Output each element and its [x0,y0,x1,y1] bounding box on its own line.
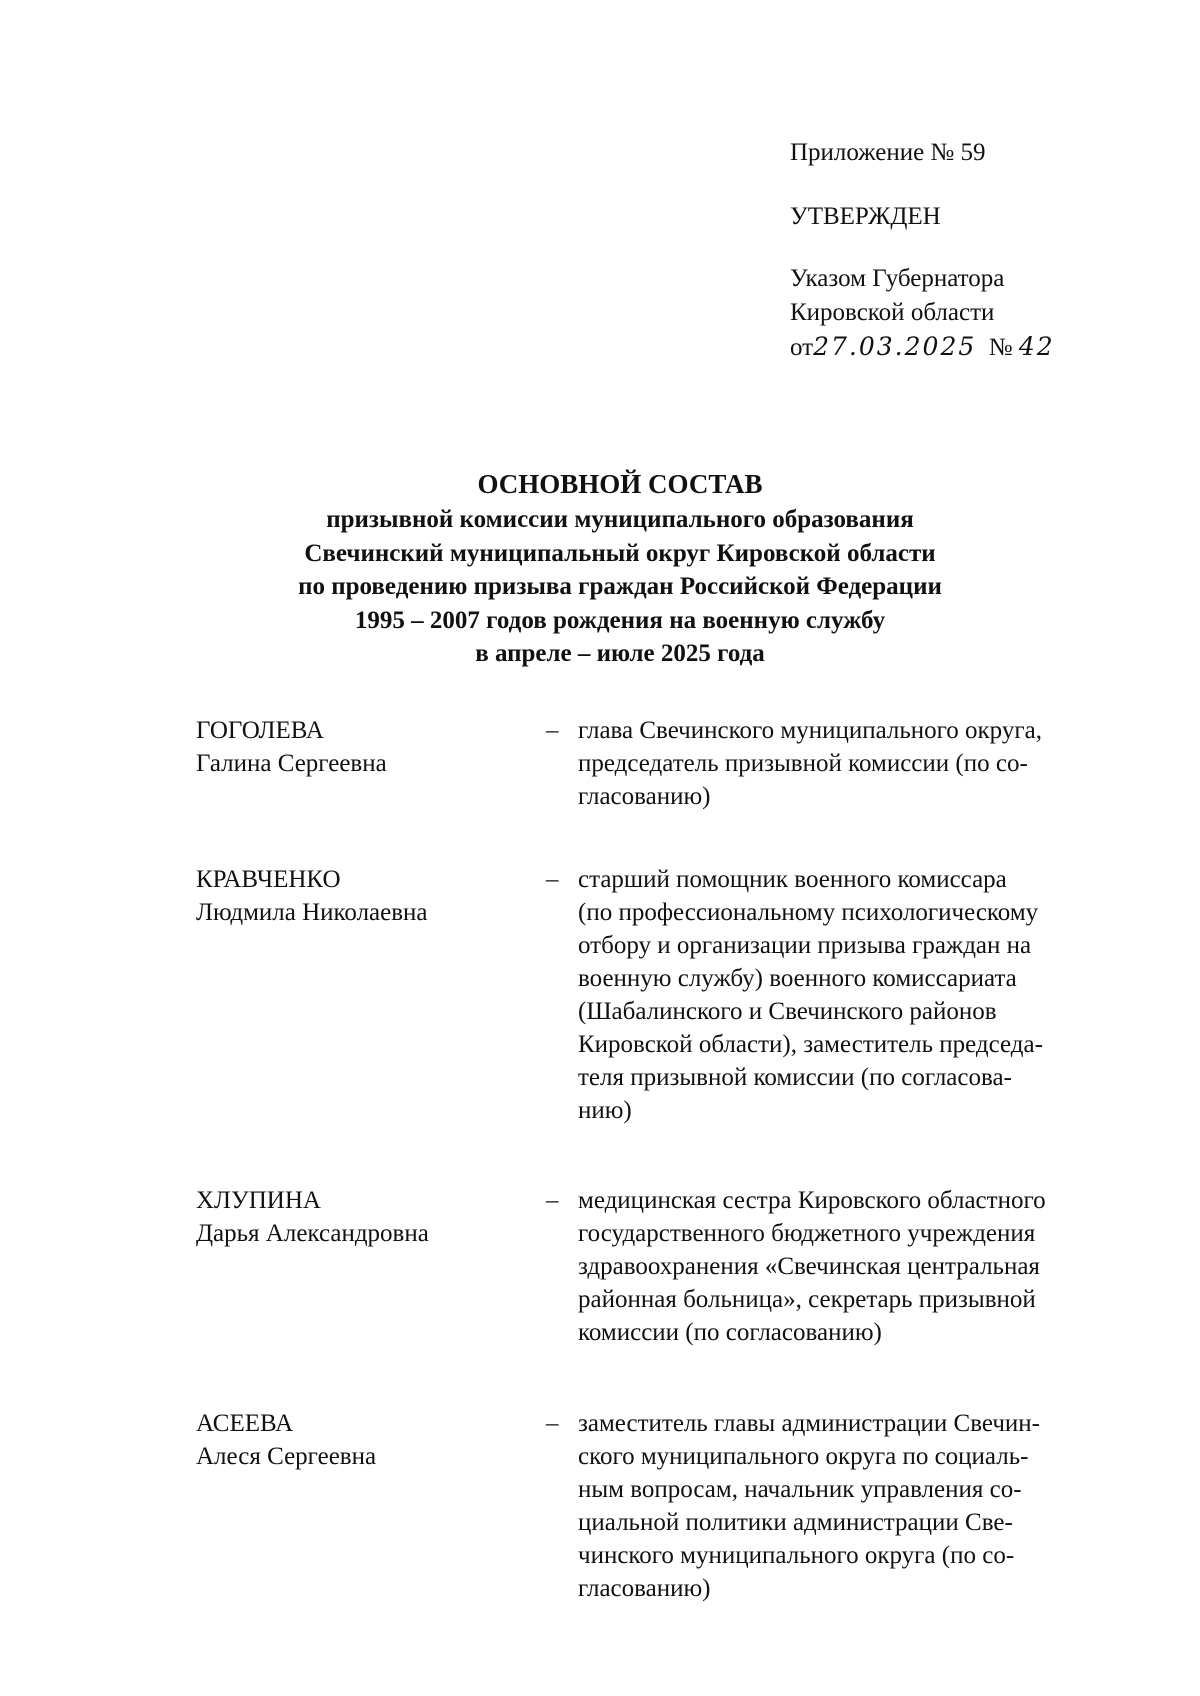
member-entry [196,1407,1116,1605]
member-description [578,714,1110,813]
description-line: Кировской области), заместитель председа- [578,1031,1043,1058]
member-entry [196,1184,1116,1349]
number-prefix: № [988,334,1013,361]
description-line: нию) [578,1097,632,1124]
description-line: гласованию) [578,1575,711,1602]
member-description [578,863,1110,1127]
handwritten-date: 27.03.2025 [813,332,977,361]
description-line: ным вопросам, начальник управления со- [578,1476,1022,1503]
description-line: заместитель главы администрации Свечин- [578,1410,1041,1437]
member-surname: КРАВЧЕНКО [196,866,341,893]
member-name [196,714,546,813]
description-line: (Шабалинского и Свечинского районов [578,998,997,1025]
member-name [196,1407,546,1605]
member-entry [196,714,1116,813]
description-line: председатель призывной комиссии (по со- [578,750,1028,777]
approval-block [790,136,1170,365]
description-line: медицинская сестра Кировского областного [578,1187,1046,1214]
description-line: комиссии (по согласованию) [578,1319,882,1346]
title-line: по проведению призыва граждан Российской Федерации [298,573,942,600]
description-line: глава Свечинского муниципального округа, [578,717,1042,744]
description-line: районная больница», секретарь призывной [578,1286,1036,1313]
handwritten-number: 42 [1018,332,1055,361]
description-line: старший помощник военного комиссара [578,866,1007,893]
description-line: теля призывной комиссии (по согласова- [578,1064,1012,1091]
member-dash: – [546,717,559,744]
decree-line-1: Указом Губернатора [790,265,1005,292]
member-given-name: Алеся Сергеевна [196,1443,377,1470]
member-dash: – [546,1410,559,1437]
member-dash: – [546,1187,559,1214]
description-line: ского муниципального округа по социаль- [578,1443,1029,1470]
member-name [196,863,546,1127]
title-line: Свечинский муниципальный округ Кировской области [304,539,936,567]
description-line: военную службу) военного комиссариата [578,965,1017,992]
member-surname: АСЕЕВА [196,1410,294,1437]
document-title [180,465,1060,671]
member-description [578,1184,1110,1349]
member-surname: ХЛУПИНА [196,1187,321,1214]
member-entry [196,863,1116,1127]
decree-line-2: Кировской области [790,299,995,326]
description-line: государственного бюджетного учреждения [578,1220,1036,1247]
description-line: гласованию) [578,783,711,810]
title-line: в апреле – июле 2025 года [475,640,765,667]
description-line: чинского муниципального округа (по со- [578,1542,1015,1569]
title-main: ОСНОВНОЙ СОСТАВ [477,469,763,499]
description-line: отбору и организации призыва граждан на [578,932,1032,959]
member-name [196,1184,546,1349]
description-line: (по профессиональному психологическому [578,899,1039,926]
member-description [578,1407,1110,1605]
member-given-name: Людмила Николаевна [196,899,428,926]
member-dash: – [546,866,559,893]
appendix-label: Приложение № 59 [790,139,986,166]
member-given-name: Галина Сергеевна [196,750,387,777]
title-line: призывной комиссии муниципального образования [326,506,914,533]
decree-date-line [790,330,1170,365]
description-line: здравоохранения «Свечинская центральная [578,1253,1040,1280]
title-line: 1995 – 2007 годов рождения на военную службу [354,606,886,634]
approved-label: УТВЕРЖДЕН [790,203,941,230]
member-given-name: Дарья Александровна [196,1220,429,1247]
description-line: циальной политики администрации Све- [578,1509,1013,1536]
member-surname: ГОГОЛЕВА [196,717,324,744]
date-prefix: от [790,334,814,361]
members-list [196,714,1116,1605]
